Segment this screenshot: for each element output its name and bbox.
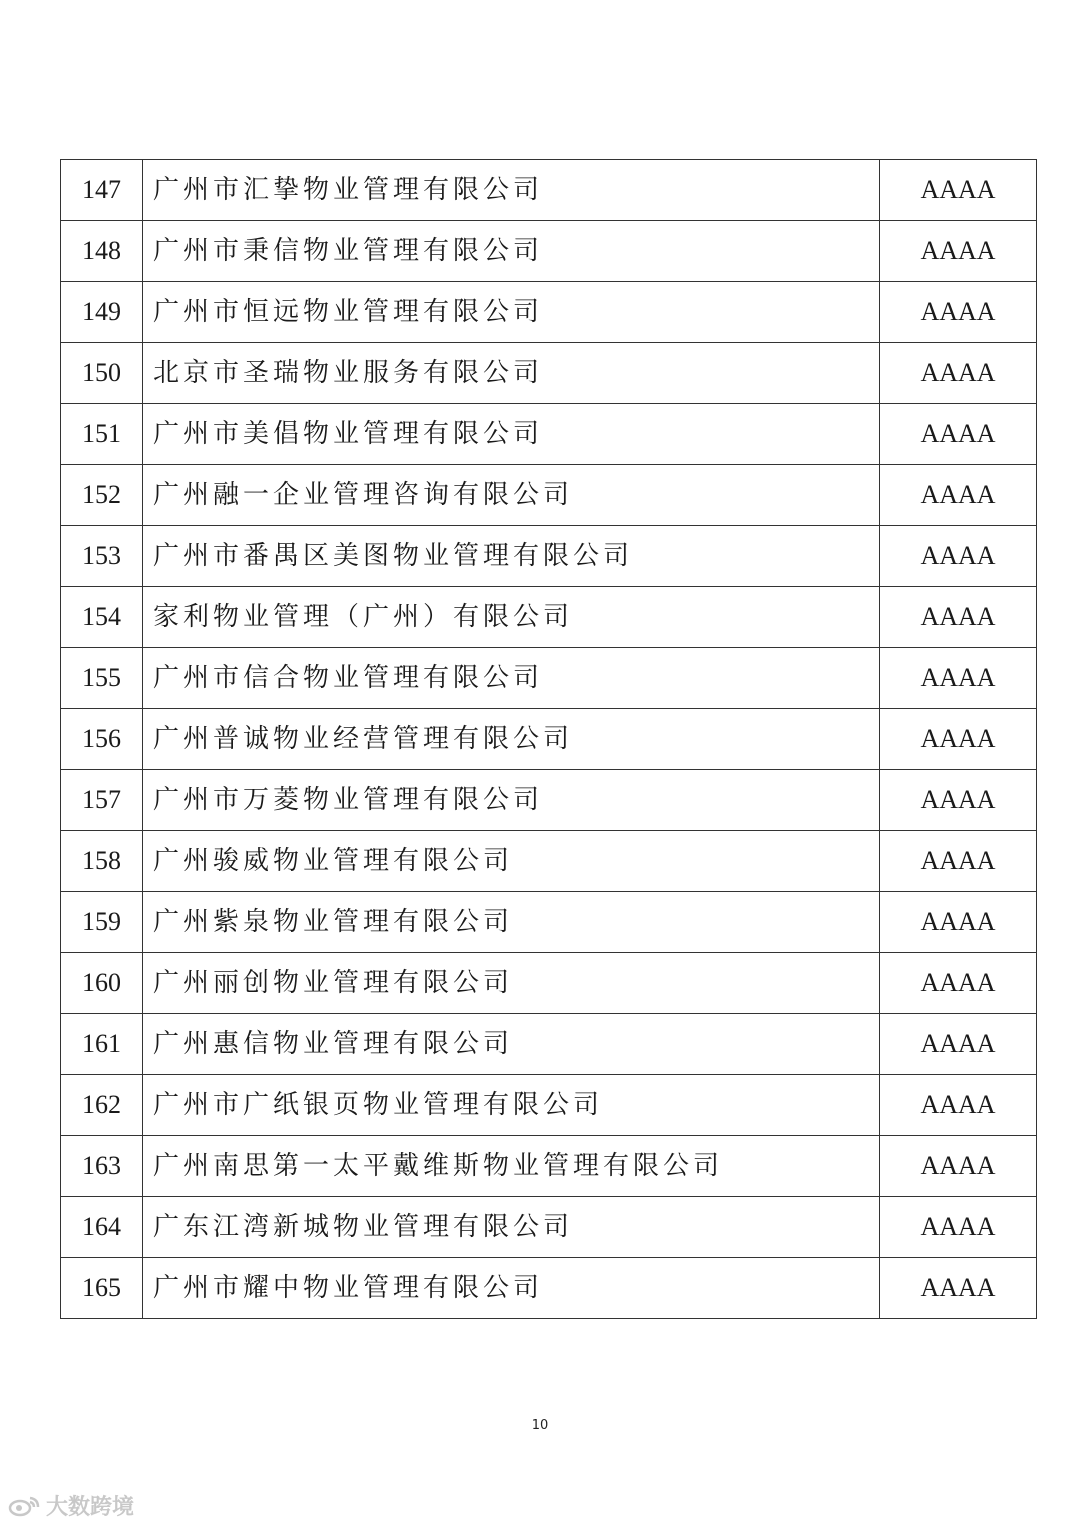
company-name: 广州市恒远物业管理有限公司	[143, 282, 880, 343]
row-number: 153	[61, 526, 143, 587]
table-row	[61, 1258, 1037, 1319]
row-number: 162	[61, 1075, 143, 1136]
table-row	[61, 526, 1037, 587]
company-name: 家利物业管理（广州）有限公司	[143, 587, 880, 648]
row-number: 161	[61, 1014, 143, 1075]
company-name: 广州南思第一太平戴维斯物业管理有限公司	[143, 1136, 880, 1197]
rating-grade: AAAA	[880, 709, 1037, 770]
table-row	[61, 831, 1037, 892]
table-row	[61, 1197, 1037, 1258]
table-row	[61, 1014, 1037, 1075]
row-number: 154	[61, 587, 143, 648]
rating-grade: AAAA	[880, 1258, 1037, 1319]
rating-grade: AAAA	[880, 1014, 1037, 1075]
rating-table	[60, 159, 1037, 1319]
rating-grade: AAAA	[880, 1197, 1037, 1258]
rating-grade: AAAA	[880, 892, 1037, 953]
rating-grade: AAAA	[880, 526, 1037, 587]
company-name: 广州市信合物业管理有限公司	[143, 648, 880, 709]
table-row	[61, 282, 1037, 343]
row-number: 151	[61, 404, 143, 465]
table-row	[61, 160, 1037, 221]
table-row	[61, 587, 1037, 648]
company-name: 广州市番禺区美图物业管理有限公司	[143, 526, 880, 587]
company-name: 广州融一企业管理咨询有限公司	[143, 465, 880, 526]
company-name: 广州市美倡物业管理有限公司	[143, 404, 880, 465]
company-name: 广州惠信物业管理有限公司	[143, 1014, 880, 1075]
row-number: 165	[61, 1258, 143, 1319]
company-name: 广州普诚物业经营管理有限公司	[143, 709, 880, 770]
page-number: 10	[531, 1418, 549, 1433]
company-name: 广州市万菱物业管理有限公司	[143, 770, 880, 831]
company-name: 广州市汇挚物业管理有限公司	[143, 160, 880, 221]
row-number: 156	[61, 709, 143, 770]
weibo-icon	[8, 1495, 42, 1517]
rating-grade: AAAA	[880, 404, 1037, 465]
company-name: 北京市圣瑞物业服务有限公司	[143, 343, 880, 404]
company-name: 广州市广纸银页物业管理有限公司	[143, 1075, 880, 1136]
table-row	[61, 709, 1037, 770]
company-name: 广州丽创物业管理有限公司	[143, 953, 880, 1014]
row-number: 160	[61, 953, 143, 1014]
rating-grade: AAAA	[880, 343, 1037, 404]
table-row	[61, 221, 1037, 282]
watermark-text: 大数跨境	[46, 1495, 135, 1520]
watermark	[8, 1490, 134, 1521]
company-name: 广州市耀中物业管理有限公司	[143, 1258, 880, 1319]
row-number: 147	[61, 160, 143, 221]
table-row	[61, 404, 1037, 465]
row-number: 164	[61, 1197, 143, 1258]
table-row	[61, 1136, 1037, 1197]
table-row	[61, 892, 1037, 953]
rating-grade: AAAA	[880, 1136, 1037, 1197]
rating-grade: AAAA	[880, 282, 1037, 343]
rating-grade: AAAA	[880, 831, 1037, 892]
row-number: 163	[61, 1136, 143, 1197]
company-name: 广州紫泉物业管理有限公司	[143, 892, 880, 953]
row-number: 158	[61, 831, 143, 892]
table-row	[61, 343, 1037, 404]
table-row	[61, 465, 1037, 526]
row-number: 148	[61, 221, 143, 282]
company-name: 广州骏威物业管理有限公司	[143, 831, 880, 892]
rating-grade: AAAA	[880, 1075, 1037, 1136]
rating-grade: AAAA	[880, 587, 1037, 648]
rating-grade: AAAA	[880, 770, 1037, 831]
table-row	[61, 770, 1037, 831]
company-name: 广州市秉信物业管理有限公司	[143, 221, 880, 282]
row-number: 152	[61, 465, 143, 526]
row-number: 149	[61, 282, 143, 343]
row-number: 157	[61, 770, 143, 831]
rating-grade: AAAA	[880, 221, 1037, 282]
company-name: 广东江湾新城物业管理有限公司	[143, 1197, 880, 1258]
table-row	[61, 953, 1037, 1014]
rating-grade: AAAA	[880, 160, 1037, 221]
table-row	[61, 648, 1037, 709]
rating-grade: AAAA	[880, 648, 1037, 709]
row-number: 155	[61, 648, 143, 709]
table-row	[61, 1075, 1037, 1136]
table-body	[61, 160, 1037, 1319]
rating-grade: AAAA	[880, 465, 1037, 526]
row-number: 159	[61, 892, 143, 953]
row-number: 150	[61, 343, 143, 404]
rating-grade: AAAA	[880, 953, 1037, 1014]
